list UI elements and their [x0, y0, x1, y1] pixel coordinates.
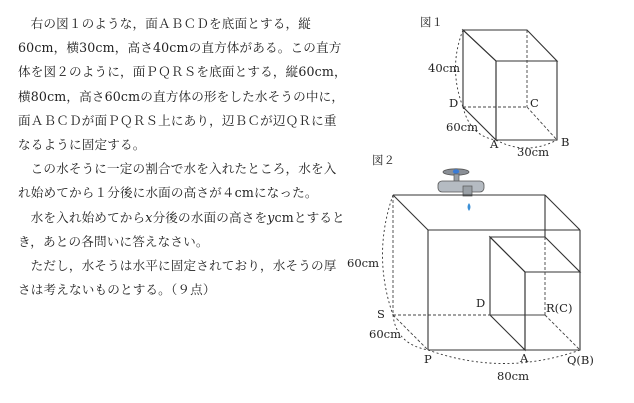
- fig2-depth-label: 60cm: [369, 327, 401, 341]
- fig2-height-arc: [383, 195, 394, 315]
- figure-2: [347, 153, 594, 383]
- faucet-icon: [438, 169, 484, 211]
- fig1-vertex-b: B: [561, 135, 570, 149]
- fig1-depth-label: 60cm: [446, 120, 478, 134]
- fig2-vertex-a: A: [520, 351, 529, 365]
- fig2-width-arc: [428, 350, 580, 364]
- fig2-inner-hidden-3: [545, 315, 580, 350]
- problem-p3-end: cmとするとき，あとの各問いに答えなさい。: [18, 209, 345, 249]
- problem-paragraph-4: ただし，水そうは水平に固定されており，水そうの厚さは考えないものとする。（９点）: [18, 258, 337, 298]
- fig2-height-label: 60cm: [347, 256, 379, 270]
- fig1-hidden-edge-3: [527, 107, 557, 140]
- fig2-inner-top: [490, 237, 580, 272]
- fig1-width-label: 30cm: [517, 145, 549, 159]
- variable-y: y: [267, 209, 275, 225]
- fig2-inner-cuboid: [490, 237, 580, 350]
- fig2-width-label: 80cm: [497, 369, 529, 383]
- fig2-vertex-q: Q(B): [567, 353, 594, 367]
- fig1-vertex-c: C: [530, 96, 539, 110]
- problem-paragraph-2: この水そうに一定の割合で水を入れたところ，水を入れ始めてから１分後に水面の高さが４cmになった。: [18, 161, 337, 201]
- fig1-height-label: 40cm: [428, 61, 460, 75]
- fig1-title: 図１: [420, 15, 443, 29]
- fig2-vertex-s: S: [377, 307, 385, 321]
- fig2-vertex-p: P: [424, 352, 432, 366]
- problem-paragraph-1: 右の図１のような，面ＡＢＣＤを底面とする，縦60cm，横30cm，高さ40cmの直方体がある。この直方体を図２のように，面ＰＱＲＳを底面とする，縦60cm，横80cm，高さ60cmの直方体の形をした水そうの中に，面ＡＢＣＤが面ＰＱＲＳ上にあり，辺ＢＣが辺ＱＲに重なるように固定する。: [18, 16, 347, 153]
- fig1-top-face: [463, 30, 557, 61]
- fig1-front-face: [496, 61, 557, 140]
- fig2-title: 図２: [372, 153, 395, 167]
- fig2-vertex-r: R(C): [546, 301, 573, 315]
- problem-p3-start: 水を入れ始めてから: [30, 209, 146, 225]
- problem-p3-mid: 分後の水面の高さを: [152, 209, 268, 225]
- figure-1: [420, 15, 569, 159]
- variable-x: x: [145, 209, 153, 225]
- fig1-vertex-d: D: [449, 96, 459, 110]
- fig2-inner-left: [490, 237, 525, 350]
- fig2-vertex-d: D: [476, 296, 486, 310]
- fig1-vertex-a: A: [490, 137, 499, 151]
